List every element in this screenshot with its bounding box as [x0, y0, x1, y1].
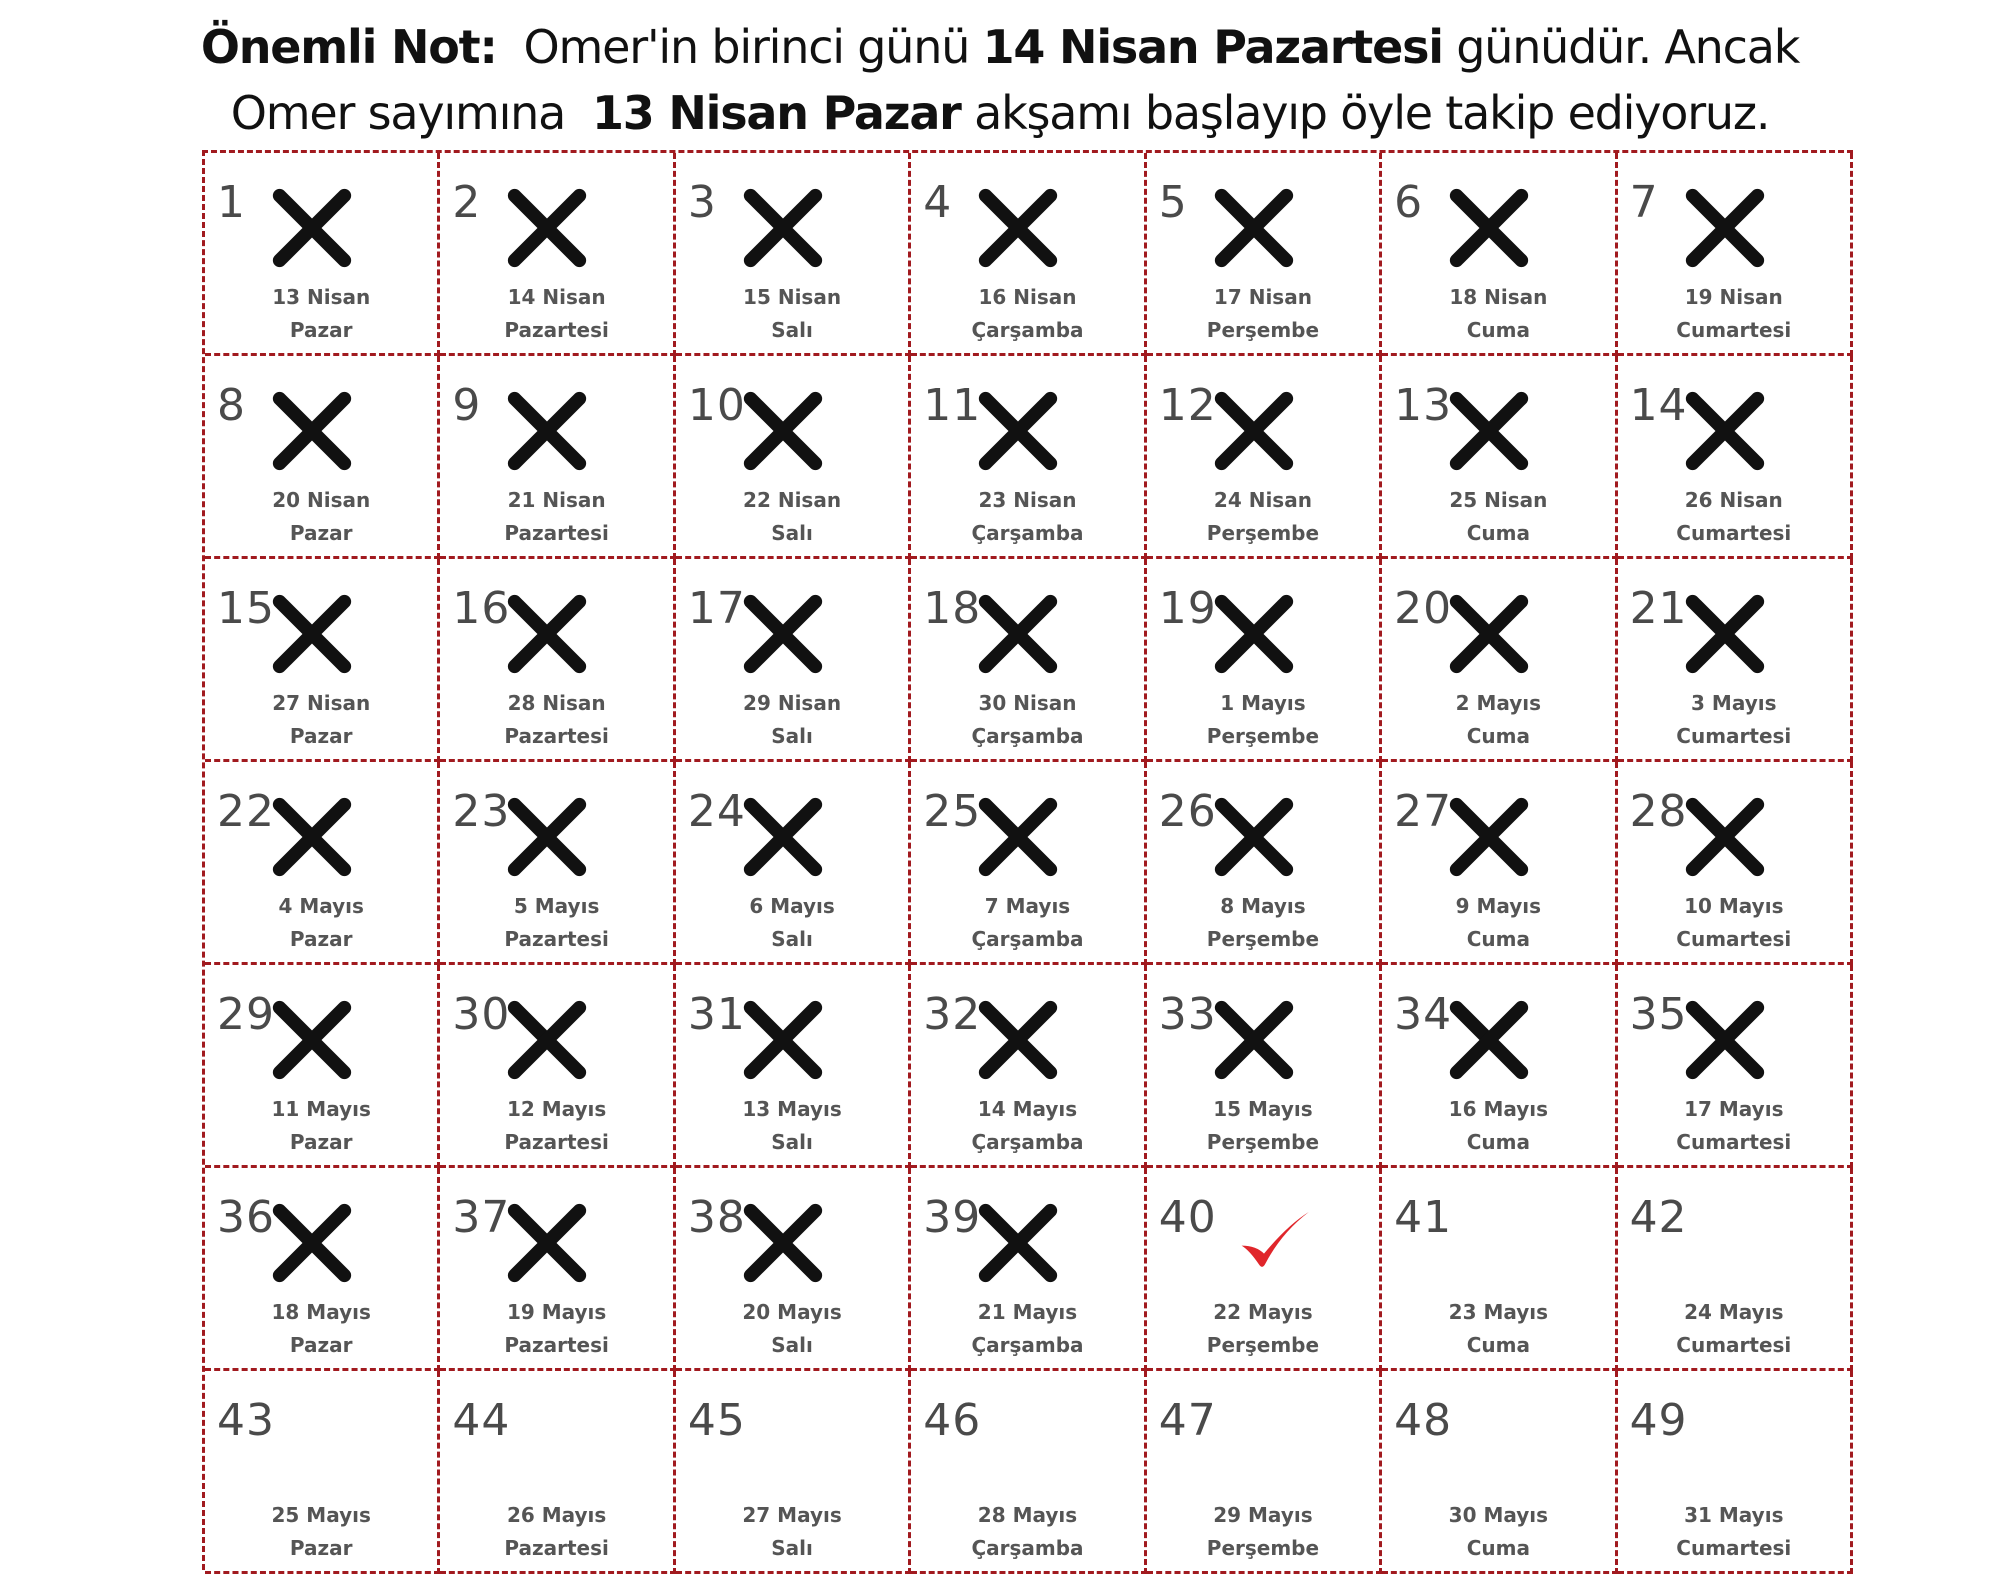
day-cell [676, 1168, 911, 1371]
day-cell [1147, 1168, 1382, 1371]
day-date [1382, 1499, 1614, 1565]
day-date [911, 281, 1143, 347]
cross-icon [738, 183, 828, 273]
day-cell [1382, 153, 1617, 356]
day-cell [911, 559, 1146, 762]
weekday-label: Salı [771, 318, 813, 342]
weekday-label: Çarşamba [971, 318, 1084, 342]
day-number: 34 [1394, 989, 1453, 1040]
date-label: 3 Mayıs [1691, 691, 1777, 715]
date-label: 16 Nisan [978, 285, 1077, 309]
day-number: 4 [923, 177, 953, 228]
day-cell [911, 356, 1146, 559]
cross-icon [1680, 386, 1770, 476]
weekday-label: Perşembe [1206, 1536, 1320, 1560]
day-date [676, 687, 908, 753]
day-cell [1382, 356, 1617, 559]
weekday-label: Çarşamba [971, 927, 1084, 951]
day-cell [1618, 1371, 1853, 1574]
day-number: 21 [1629, 583, 1688, 634]
day-cell [440, 153, 675, 356]
cross-icon [1209, 589, 1299, 679]
day-number: 45 [687, 1395, 746, 1446]
date-label: 25 Nisan [1449, 488, 1548, 512]
day-date [676, 890, 908, 956]
day-cell [676, 559, 911, 762]
date-label: 20 Nisan [272, 488, 371, 512]
weekday-label: Salı [771, 1130, 813, 1154]
day-cell [911, 762, 1146, 965]
note-text-1c: günüdür. Ancak [1456, 20, 1800, 74]
day-number: 36 [217, 1192, 275, 1243]
day-date [1147, 1296, 1379, 1362]
date-label: 15 Nisan [743, 285, 842, 309]
weekday-label: Salı [771, 724, 813, 748]
day-date [205, 1499, 437, 1565]
day-number: 13 [1394, 380, 1453, 431]
date-label: 22 Mayıs [1213, 1300, 1313, 1324]
day-number: 37 [452, 1192, 511, 1243]
day-number: 7 [1629, 177, 1659, 228]
day-number: 46 [923, 1395, 982, 1446]
day-number: 17 [687, 583, 746, 634]
cross-icon [973, 386, 1063, 476]
cross-icon [1680, 589, 1770, 679]
weekday-label: Çarşamba [971, 521, 1084, 545]
note-text-2c: akşamı başlayıp öyle takip ediyoruz. [974, 86, 1770, 140]
day-date [440, 1093, 672, 1159]
weekday-label: Pazartesi [504, 318, 609, 342]
date-label: 5 Mayıs [513, 894, 600, 918]
date-label: 18 Mayıs [271, 1300, 371, 1324]
day-date [676, 484, 908, 550]
date-label: 26 Nisan [1684, 488, 1783, 512]
cross-icon [973, 792, 1063, 882]
day-cell [911, 1371, 1146, 1574]
date-label: 21 Mayıs [977, 1300, 1078, 1324]
day-cell [1618, 762, 1853, 965]
cross-icon [1209, 386, 1299, 476]
weekday-label: Cuma [1466, 724, 1530, 748]
day-date [1147, 1093, 1379, 1159]
weekday-label: Çarşamba [971, 1130, 1084, 1154]
date-label: 19 Mayıs [506, 1300, 607, 1324]
date-label: 28 Mayıs [977, 1503, 1078, 1527]
day-date [440, 281, 672, 347]
weekday-label: Perşembe [1206, 1333, 1320, 1357]
day-number: 8 [217, 380, 246, 431]
weekday-label: Cumartesi [1676, 724, 1792, 748]
day-date [1147, 1499, 1379, 1565]
weekday-label: Perşembe [1206, 927, 1320, 951]
date-label: 27 Nisan [272, 691, 371, 715]
day-cell [440, 1371, 675, 1574]
day-cell [1382, 965, 1617, 1168]
date-label: 4 Mayıs [278, 894, 364, 918]
weekday-label: Cumartesi [1676, 1130, 1792, 1154]
date-label: 11 Mayıs [271, 1097, 371, 1121]
day-cell [205, 356, 440, 559]
date-label: 23 Nisan [978, 488, 1077, 512]
day-number: 41 [1394, 1192, 1453, 1243]
weekday-label: Pazar [289, 318, 353, 342]
day-number: 32 [923, 989, 982, 1040]
weekday-label: Cuma [1466, 1536, 1530, 1560]
date-label: 9 Mayıs [1455, 894, 1542, 918]
day-cell [205, 1371, 440, 1574]
weekday-label: Pazar [289, 927, 353, 951]
weekday-label: Cuma [1466, 927, 1530, 951]
day-date [1382, 890, 1614, 956]
weekday-label: Cuma [1466, 521, 1530, 545]
weekday-label: Cumartesi [1676, 521, 1792, 545]
date-label: 6 Mayıs [749, 894, 835, 918]
day-date [1382, 687, 1614, 753]
day-number: 22 [217, 786, 275, 837]
day-cell [1382, 1168, 1617, 1371]
day-number: 29 [217, 989, 275, 1040]
cross-icon [267, 995, 357, 1085]
day-date [205, 281, 437, 347]
weekday-label: Pazar [289, 724, 353, 748]
weekday-label: Pazartesi [504, 1130, 609, 1154]
date-label: 10 Mayıs [1684, 894, 1784, 918]
cross-icon [1680, 995, 1770, 1085]
day-number: 14 [1629, 380, 1688, 431]
date-label: 17 Mayıs [1684, 1097, 1784, 1121]
date-label: 24 Mayıs [1684, 1300, 1784, 1324]
cross-icon [1209, 183, 1299, 273]
day-number: 27 [1394, 786, 1453, 837]
date-label: 27 Mayıs [742, 1503, 842, 1527]
day-number: 18 [923, 583, 982, 634]
cross-icon [738, 589, 828, 679]
day-number: 3 [687, 177, 717, 228]
weekday-label: Pazartesi [504, 724, 609, 748]
day-cell [440, 1168, 675, 1371]
important-note [0, 14, 2000, 146]
note-text-1a: Omer'in birinci günü [523, 20, 970, 74]
day-number: 42 [1629, 1192, 1688, 1243]
day-number: 12 [1158, 380, 1217, 431]
day-cell [205, 762, 440, 965]
date-label: 21 Nisan [507, 488, 606, 512]
date-label: 1 Mayıs [1220, 691, 1306, 715]
day-cell [911, 153, 1146, 356]
day-date [1618, 1499, 1850, 1565]
note-line-2 [0, 80, 2000, 146]
day-cell [911, 1168, 1146, 1371]
weekday-label: Salı [771, 521, 813, 545]
day-cell [1618, 559, 1853, 762]
day-number: 2 [452, 177, 482, 228]
day-date [205, 890, 437, 956]
cross-icon [1444, 995, 1534, 1085]
day-date [1147, 281, 1379, 347]
cross-icon [973, 995, 1063, 1085]
day-date [1382, 1093, 1614, 1159]
day-date [1382, 484, 1614, 550]
day-cell [1382, 559, 1617, 762]
cross-icon [502, 183, 592, 273]
weekday-label: Perşembe [1206, 318, 1320, 342]
day-cell [676, 153, 911, 356]
day-date [1618, 890, 1850, 956]
date-label: 7 Mayıs [984, 894, 1071, 918]
weekday-label: Salı [771, 927, 813, 951]
cross-icon [1680, 183, 1770, 273]
cross-icon [738, 1198, 828, 1288]
day-date [440, 1296, 672, 1362]
weekday-label: Cumartesi [1676, 1536, 1792, 1560]
day-number: 28 [1629, 786, 1688, 837]
day-cell [205, 965, 440, 1168]
day-cell [1382, 762, 1617, 965]
date-label: 20 Mayıs [742, 1300, 842, 1324]
cross-icon [1209, 995, 1299, 1085]
day-cell [440, 559, 675, 762]
day-number: 49 [1629, 1395, 1688, 1446]
cross-icon [267, 1198, 357, 1288]
cross-icon [502, 1198, 592, 1288]
date-label: 23 Mayıs [1448, 1300, 1549, 1324]
cross-icon [738, 386, 828, 476]
day-number: 5 [1158, 177, 1188, 228]
day-number: 16 [452, 583, 511, 634]
date-label: 14 Nisan [507, 285, 606, 309]
day-cell [676, 762, 911, 965]
day-date [205, 484, 437, 550]
day-number: 19 [1158, 583, 1217, 634]
day-date [676, 281, 908, 347]
date-label: 30 Nisan [978, 691, 1077, 715]
date-label: 28 Nisan [507, 691, 606, 715]
day-date [1147, 484, 1379, 550]
date-label: 25 Mayıs [271, 1503, 371, 1527]
weekday-label: Pazar [289, 1536, 353, 1560]
day-number: 31 [687, 989, 746, 1040]
day-cell [440, 762, 675, 965]
cross-icon [267, 792, 357, 882]
day-date [676, 1296, 908, 1362]
date-label: 13 Nisan [272, 285, 371, 309]
weekday-label: Cuma [1466, 1130, 1530, 1154]
cross-icon [973, 183, 1063, 273]
date-label: 18 Nisan [1449, 285, 1548, 309]
day-number: 38 [687, 1192, 746, 1243]
date-label: 31 Mayıs [1684, 1503, 1784, 1527]
day-cell [676, 965, 911, 1168]
day-number: 15 [217, 583, 275, 634]
cross-icon [267, 183, 357, 273]
date-label: 29 Nisan [743, 691, 842, 715]
weekday-label: Cuma [1466, 1333, 1530, 1357]
note-text-2a: Omer sayımına [230, 86, 566, 140]
day-number: 11 [923, 380, 982, 431]
day-cell [1147, 1371, 1382, 1574]
date-label: 14 Mayıs [977, 1097, 1078, 1121]
day-cell [1147, 356, 1382, 559]
day-number: 9 [452, 380, 482, 431]
weekday-label: Cumartesi [1676, 927, 1792, 951]
day-date [440, 1499, 672, 1565]
weekday-label: Cumartesi [1676, 318, 1792, 342]
cross-icon [738, 995, 828, 1085]
note-line-1 [0, 14, 2000, 80]
weekday-label: Cumartesi [1676, 1333, 1792, 1357]
date-label: 30 Mayıs [1448, 1503, 1549, 1527]
cross-icon [267, 386, 357, 476]
day-cell [440, 356, 675, 559]
day-cell [676, 356, 911, 559]
day-date [1618, 281, 1850, 347]
weekday-label: Perşembe [1206, 1130, 1320, 1154]
weekday-label: Pazar [289, 1130, 353, 1154]
day-cell [1147, 762, 1382, 965]
checkmark-icon [1222, 1204, 1322, 1284]
date-label: 15 Mayıs [1213, 1097, 1313, 1121]
cross-icon [1444, 183, 1534, 273]
weekday-label: Çarşamba [971, 1333, 1084, 1357]
day-cell [1618, 965, 1853, 1168]
day-date [911, 484, 1143, 550]
day-cell [205, 559, 440, 762]
weekday-label: Perşembe [1206, 724, 1320, 748]
day-number: 43 [217, 1395, 275, 1446]
day-number: 39 [923, 1192, 982, 1243]
date-label: 16 Mayıs [1448, 1097, 1549, 1121]
day-cell [1618, 356, 1853, 559]
day-number: 23 [452, 786, 511, 837]
day-date [205, 1093, 437, 1159]
day-number: 6 [1394, 177, 1424, 228]
weekday-label: Salı [771, 1333, 813, 1357]
date-label: 13 Mayıs [742, 1097, 842, 1121]
day-date [1382, 281, 1614, 347]
day-date [440, 890, 672, 956]
cross-icon [1209, 792, 1299, 882]
date-label: 19 Nisan [1684, 285, 1783, 309]
day-date [1147, 687, 1379, 753]
date-label: 29 Mayıs [1213, 1503, 1313, 1527]
date-label: 22 Nisan [743, 488, 842, 512]
day-number: 48 [1394, 1395, 1453, 1446]
day-date [911, 1093, 1143, 1159]
weekday-label: Pazartesi [504, 1536, 609, 1560]
weekday-label: Perşembe [1206, 521, 1320, 545]
day-date [205, 1296, 437, 1362]
day-cell [676, 1371, 911, 1574]
cross-icon [1680, 792, 1770, 882]
cross-icon [973, 1198, 1063, 1288]
day-date [205, 687, 437, 753]
day-cell [1147, 559, 1382, 762]
day-number: 40 [1158, 1192, 1217, 1243]
cross-icon [502, 995, 592, 1085]
weekday-label: Çarşamba [971, 1536, 1084, 1560]
date-label: 17 Nisan [1213, 285, 1312, 309]
cross-icon [502, 792, 592, 882]
weekday-label: Pazartesi [504, 927, 609, 951]
date-label: 26 Mayıs [506, 1503, 607, 1527]
note-start-evening: 13 Nisan Pazar [591, 86, 961, 140]
cross-icon [1444, 386, 1534, 476]
omer-counting-grid [202, 150, 1853, 1570]
cross-icon [502, 589, 592, 679]
day-cell [1618, 153, 1853, 356]
day-date [911, 1499, 1143, 1565]
day-number: 20 [1394, 583, 1453, 634]
day-cell [911, 965, 1146, 1168]
day-number: 26 [1158, 786, 1217, 837]
cross-icon [1444, 589, 1534, 679]
weekday-label: Cuma [1466, 318, 1530, 342]
day-cell [1147, 965, 1382, 1168]
cross-icon [1444, 792, 1534, 882]
date-label: 2 Mayıs [1455, 691, 1542, 715]
day-date [1147, 890, 1379, 956]
day-number: 25 [923, 786, 982, 837]
cross-icon [973, 589, 1063, 679]
day-date [440, 687, 672, 753]
day-date [1618, 1296, 1850, 1362]
cross-icon [267, 589, 357, 679]
day-number: 24 [687, 786, 746, 837]
date-label: 24 Nisan [1213, 488, 1312, 512]
day-number: 1 [217, 177, 246, 228]
day-date [676, 1499, 908, 1565]
date-label: 8 Mayıs [1220, 894, 1306, 918]
weekday-label: Pazartesi [504, 521, 609, 545]
day-number: 47 [1158, 1395, 1217, 1446]
day-cell [1382, 1371, 1617, 1574]
day-number: 44 [452, 1395, 511, 1446]
cross-icon [502, 386, 592, 476]
day-cell [440, 965, 675, 1168]
day-number: 10 [687, 380, 746, 431]
note-label: Önemli Not: [200, 20, 497, 74]
day-number: 35 [1629, 989, 1688, 1040]
day-date [1618, 687, 1850, 753]
day-cell [205, 1168, 440, 1371]
day-date [1618, 484, 1850, 550]
date-label: 12 Mayıs [506, 1097, 607, 1121]
day-date [911, 1296, 1143, 1362]
cross-icon [738, 792, 828, 882]
day-date [676, 1093, 908, 1159]
day-number: 33 [1158, 989, 1217, 1040]
weekday-label: Pazartesi [504, 1333, 609, 1357]
weekday-label: Salı [771, 1536, 813, 1560]
weekday-label: Çarşamba [971, 724, 1084, 748]
note-first-day: 14 Nisan Pazartesi [982, 20, 1443, 74]
day-date [911, 687, 1143, 753]
day-date [1618, 1093, 1850, 1159]
day-number: 30 [452, 989, 511, 1040]
day-cell [1147, 153, 1382, 356]
day-date [911, 890, 1143, 956]
day-cell [1618, 1168, 1853, 1371]
day-date [1382, 1296, 1614, 1362]
weekday-label: Pazar [289, 1333, 353, 1357]
day-cell [205, 153, 440, 356]
weekday-label: Pazar [289, 521, 353, 545]
day-date [440, 484, 672, 550]
